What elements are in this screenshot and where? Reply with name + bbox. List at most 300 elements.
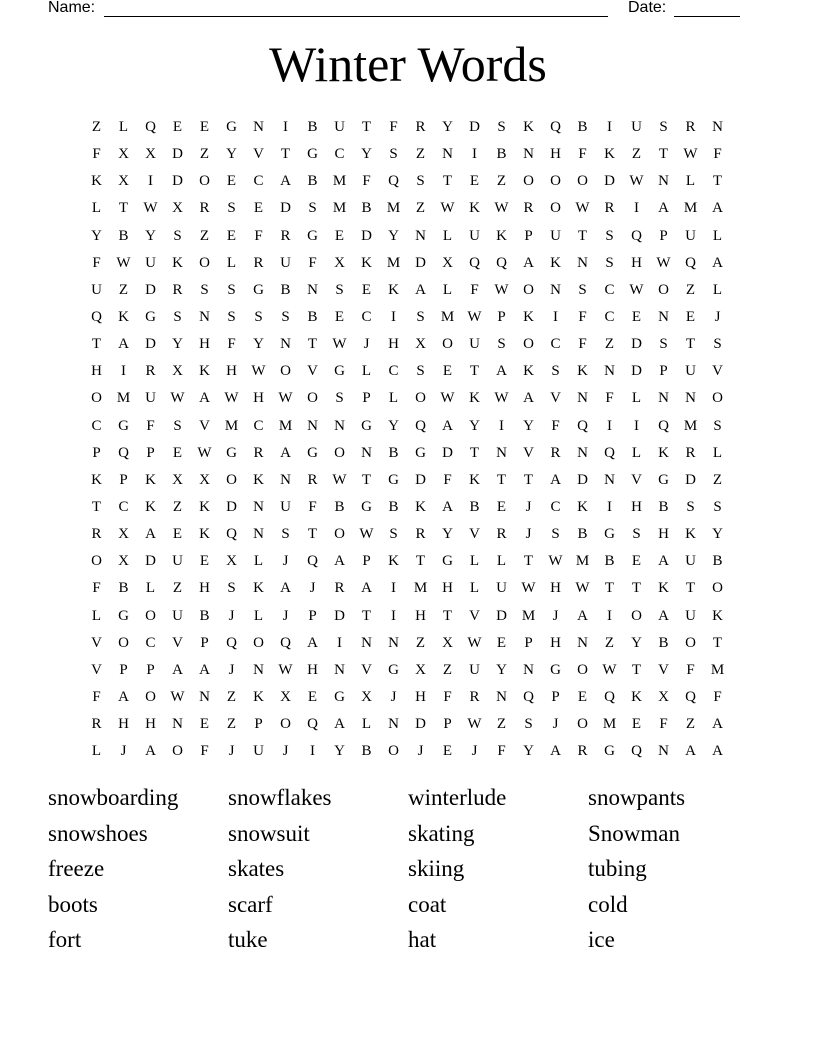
grid-letter[interactable]: R xyxy=(91,716,102,733)
grid-letter[interactable]: A xyxy=(145,526,156,543)
grid-letter[interactable]: A xyxy=(199,390,210,407)
grid-letter[interactable]: X xyxy=(658,689,669,706)
grid-letter[interactable]: K xyxy=(577,363,588,380)
grid-letter[interactable]: P xyxy=(524,227,533,244)
grid-letter[interactable]: Q xyxy=(604,444,615,461)
grid-letter[interactable]: T xyxy=(91,499,102,516)
grid-letter[interactable]: A xyxy=(550,471,561,488)
grid-letter[interactable]: Y xyxy=(334,743,345,760)
grid-letter[interactable]: T xyxy=(307,526,318,543)
grid-letter[interactable]: S xyxy=(551,363,560,380)
grid-letter[interactable]: U xyxy=(685,607,696,624)
grid-letter[interactable]: U xyxy=(496,580,507,597)
grid-letter[interactable]: G xyxy=(415,444,426,461)
grid-letter[interactable]: G xyxy=(118,607,129,624)
grid-letter[interactable]: N xyxy=(280,471,291,488)
grid-letter[interactable]: R xyxy=(577,743,588,760)
grid-letter[interactable]: N xyxy=(523,146,534,163)
grid-letter[interactable]: F xyxy=(389,119,398,136)
grid-letter[interactable]: R xyxy=(253,254,264,271)
grid-letter[interactable]: K xyxy=(199,499,210,516)
grid-letter[interactable]: N xyxy=(577,254,588,271)
grid-letter[interactable]: C xyxy=(334,146,345,163)
grid-letter[interactable]: P xyxy=(146,661,155,678)
grid-letter[interactable]: L xyxy=(361,363,372,380)
grid-letter[interactable]: E xyxy=(334,227,345,244)
grid-letter[interactable]: G xyxy=(442,553,453,570)
grid-letter[interactable]: O xyxy=(577,716,588,733)
grid-letter[interactable]: E xyxy=(577,689,588,706)
grid-letter[interactable]: A xyxy=(523,390,534,407)
grid-letter[interactable]: F xyxy=(605,390,614,407)
grid-letter[interactable]: W xyxy=(440,200,455,217)
grid-letter[interactable]: X xyxy=(118,146,129,163)
grid-letter[interactable]: Y xyxy=(631,634,642,651)
grid-letter[interactable]: U xyxy=(280,254,291,271)
grid-letter[interactable]: O xyxy=(712,390,723,407)
grid-letter[interactable]: Z xyxy=(604,336,615,353)
grid-letter[interactable]: Q xyxy=(226,634,237,651)
grid-letter[interactable]: J xyxy=(714,309,721,326)
grid-letter[interactable]: Z xyxy=(415,200,426,217)
grid-letter[interactable]: Q xyxy=(469,254,480,271)
grid-letter[interactable]: W xyxy=(440,390,455,407)
grid-letter[interactable]: C xyxy=(91,417,102,434)
grid-letter[interactable]: B xyxy=(361,200,372,217)
grid-letter[interactable]: G xyxy=(307,227,318,244)
grid-letter[interactable]: V xyxy=(469,607,480,624)
grid-letter[interactable]: A xyxy=(658,607,669,624)
grid-letter[interactable]: V xyxy=(253,146,264,163)
grid-letter[interactable]: E xyxy=(496,499,507,516)
grid-letter[interactable]: H xyxy=(658,526,669,543)
grid-letter[interactable]: N xyxy=(577,444,588,461)
grid-letter[interactable]: Q xyxy=(145,119,156,136)
grid-letter[interactable]: F xyxy=(713,689,722,706)
grid-letter[interactable]: N xyxy=(280,336,291,353)
grid-letter[interactable]: S xyxy=(335,281,344,298)
grid-letter[interactable]: E xyxy=(226,173,237,190)
grid-letter[interactable]: L xyxy=(91,743,102,760)
grid-letter[interactable]: F xyxy=(497,743,506,760)
grid-letter[interactable]: M xyxy=(683,417,698,434)
grid-letter[interactable]: G xyxy=(253,281,264,298)
grid-letter[interactable]: R xyxy=(172,281,183,298)
grid-letter[interactable]: G xyxy=(226,444,237,461)
grid-letter[interactable]: H xyxy=(253,390,264,407)
grid-letter[interactable]: S xyxy=(524,716,533,733)
grid-letter[interactable]: A xyxy=(145,743,156,760)
grid-letter[interactable]: F xyxy=(551,417,560,434)
grid-letter[interactable]: Q xyxy=(118,444,129,461)
grid-letter[interactable]: W xyxy=(251,363,266,380)
grid-letter[interactable]: S xyxy=(497,119,506,136)
grid-letter[interactable]: M xyxy=(224,417,239,434)
grid-letter[interactable]: T xyxy=(523,553,534,570)
grid-letter[interactable]: C xyxy=(604,309,615,326)
grid-letter[interactable]: N xyxy=(442,146,453,163)
grid-letter[interactable]: Z xyxy=(685,281,696,298)
grid-letter[interactable]: E xyxy=(631,553,642,570)
grid-letter[interactable]: J xyxy=(309,580,316,597)
grid-letter[interactable]: U xyxy=(253,743,264,760)
grid-letter[interactable]: T xyxy=(442,173,453,190)
grid-letter[interactable]: Y xyxy=(388,227,399,244)
grid-letter[interactable]: W xyxy=(359,526,374,543)
grid-letter[interactable]: U xyxy=(469,336,480,353)
grid-letter[interactable]: P xyxy=(551,689,560,706)
grid-letter[interactable]: I xyxy=(607,499,612,516)
grid-letter[interactable]: S xyxy=(335,390,344,407)
grid-letter[interactable]: T xyxy=(496,471,507,488)
grid-letter[interactable]: P xyxy=(362,553,371,570)
grid-letter[interactable]: L xyxy=(253,607,264,624)
grid-letter[interactable]: F xyxy=(92,580,101,597)
grid-letter[interactable]: A xyxy=(496,363,507,380)
grid-letter[interactable]: K xyxy=(145,471,156,488)
grid-letter[interactable]: I xyxy=(391,607,396,624)
grid-letter[interactable]: C xyxy=(550,336,561,353)
grid-letter[interactable]: M xyxy=(278,417,293,434)
grid-letter[interactable]: A xyxy=(118,336,129,353)
grid-letter[interactable]: J xyxy=(417,743,424,760)
grid-letter[interactable]: L xyxy=(118,119,129,136)
grid-letter[interactable]: Z xyxy=(415,634,426,651)
grid-letter[interactable]: L xyxy=(253,553,264,570)
grid-letter[interactable]: Y xyxy=(523,417,534,434)
grid-letter[interactable]: N xyxy=(253,526,264,543)
grid-letter[interactable]: I xyxy=(499,417,504,434)
grid-letter[interactable]: F xyxy=(146,417,155,434)
grid-letter[interactable]: Q xyxy=(550,119,561,136)
grid-letter[interactable]: L xyxy=(712,227,723,244)
grid-letter[interactable]: N xyxy=(604,363,615,380)
grid-letter[interactable]: W xyxy=(575,200,590,217)
grid-letter[interactable]: M xyxy=(440,309,455,326)
grid-letter[interactable]: O xyxy=(388,743,399,760)
grid-letter[interactable]: X xyxy=(172,200,183,217)
grid-letter[interactable]: U xyxy=(280,499,291,516)
grid-letter[interactable]: Y xyxy=(91,227,102,244)
grid-letter[interactable]: R xyxy=(523,200,534,217)
grid-letter[interactable]: R xyxy=(91,526,102,543)
grid-letter[interactable]: O xyxy=(415,390,426,407)
grid-letter[interactable]: C xyxy=(145,634,156,651)
grid-letter[interactable]: K xyxy=(253,580,264,597)
grid-letter[interactable]: T xyxy=(361,607,372,624)
grid-letter[interactable]: R xyxy=(199,200,210,217)
grid-letter[interactable]: H xyxy=(415,607,426,624)
grid-letter[interactable]: H xyxy=(199,580,210,597)
grid-letter[interactable]: J xyxy=(363,336,370,353)
grid-letter[interactable]: M xyxy=(575,553,590,570)
grid-letter[interactable]: A xyxy=(334,716,345,733)
grid-letter[interactable]: Y xyxy=(712,526,723,543)
grid-letter[interactable]: H xyxy=(91,363,102,380)
grid-letter[interactable]: U xyxy=(685,363,696,380)
grid-letter[interactable]: Y xyxy=(253,336,264,353)
grid-letter[interactable]: R xyxy=(415,119,426,136)
grid-letter[interactable]: D xyxy=(172,173,183,190)
grid-letter[interactable]: V xyxy=(712,363,723,380)
grid-letter[interactable]: K xyxy=(388,281,399,298)
grid-letter[interactable]: L xyxy=(496,553,507,570)
grid-letter[interactable]: L xyxy=(712,444,723,461)
grid-letter[interactable]: A xyxy=(361,580,372,597)
grid-letter[interactable]: D xyxy=(604,173,615,190)
grid-letter[interactable]: G xyxy=(307,146,318,163)
grid-letter[interactable]: X xyxy=(442,254,453,271)
grid-letter[interactable]: H xyxy=(226,363,237,380)
grid-letter[interactable]: S xyxy=(659,119,668,136)
grid-letter[interactable]: T xyxy=(523,471,534,488)
grid-letter[interactable]: A xyxy=(307,634,318,651)
grid-letter[interactable]: X xyxy=(118,173,129,190)
grid-letter[interactable]: D xyxy=(145,336,156,353)
grid-letter[interactable]: W xyxy=(467,634,482,651)
grid-letter[interactable]: S xyxy=(227,200,236,217)
grid-letter[interactable]: Z xyxy=(172,580,183,597)
grid-letter[interactable]: W xyxy=(224,390,239,407)
grid-letter[interactable]: P xyxy=(146,444,155,461)
grid-letter[interactable]: O xyxy=(442,336,453,353)
grid-letter[interactable]: N xyxy=(496,689,507,706)
grid-letter[interactable]: W xyxy=(116,254,131,271)
grid-letter[interactable]: T xyxy=(361,119,372,136)
grid-letter[interactable]: L xyxy=(685,173,696,190)
grid-letter[interactable]: L xyxy=(469,553,480,570)
grid-letter[interactable]: V xyxy=(91,661,102,678)
grid-letter[interactable]: V xyxy=(631,471,642,488)
grid-letter[interactable]: R xyxy=(415,526,426,543)
grid-letter[interactable]: G xyxy=(361,417,372,434)
grid-letter[interactable]: I xyxy=(148,173,153,190)
grid-letter[interactable]: Q xyxy=(307,716,318,733)
grid-letter[interactable]: N xyxy=(658,173,669,190)
grid-letter[interactable]: B xyxy=(388,444,399,461)
grid-letter[interactable]: F xyxy=(578,146,587,163)
grid-letter[interactable]: R xyxy=(307,471,318,488)
grid-letter[interactable]: O xyxy=(523,173,534,190)
grid-letter[interactable]: V xyxy=(658,661,669,678)
grid-letter[interactable]: O xyxy=(685,634,696,651)
grid-letter[interactable]: U xyxy=(550,227,561,244)
grid-letter[interactable]: O xyxy=(91,390,102,407)
grid-letter[interactable]: S xyxy=(389,526,398,543)
grid-letter[interactable]: N xyxy=(685,390,696,407)
grid-letter[interactable]: O xyxy=(226,471,237,488)
grid-letter[interactable]: O xyxy=(523,336,534,353)
grid-letter[interactable]: P xyxy=(497,309,506,326)
grid-letter[interactable]: E xyxy=(631,716,642,733)
grid-letter[interactable]: B xyxy=(280,281,291,298)
grid-letter[interactable]: D xyxy=(415,471,426,488)
grid-letter[interactable]: Y xyxy=(145,227,156,244)
grid-letter[interactable]: F xyxy=(578,309,587,326)
grid-letter[interactable]: T xyxy=(91,336,102,353)
grid-letter[interactable]: H xyxy=(199,336,210,353)
grid-letter[interactable]: B xyxy=(388,499,399,516)
grid-letter[interactable]: K xyxy=(199,526,210,543)
grid-letter[interactable]: K xyxy=(523,309,534,326)
grid-letter[interactable]: L xyxy=(388,390,399,407)
grid-letter[interactable]: H xyxy=(550,146,561,163)
grid-letter[interactable]: C xyxy=(253,417,264,434)
grid-letter[interactable]: D xyxy=(496,607,507,624)
grid-letter[interactable]: G xyxy=(658,471,669,488)
grid-letter[interactable]: Z xyxy=(199,227,210,244)
grid-letter[interactable]: K xyxy=(631,689,642,706)
grid-letter[interactable]: E xyxy=(469,173,480,190)
grid-letter[interactable]: D xyxy=(685,471,696,488)
grid-letter[interactable]: I xyxy=(553,309,558,326)
grid-letter[interactable]: O xyxy=(145,689,156,706)
grid-letter[interactable]: C xyxy=(388,363,399,380)
grid-letter[interactable]: N xyxy=(253,499,264,516)
grid-letter[interactable]: N xyxy=(415,227,426,244)
grid-letter[interactable]: E xyxy=(199,553,210,570)
grid-letter[interactable]: G xyxy=(604,743,615,760)
grid-letter[interactable]: E xyxy=(226,227,237,244)
grid-letter[interactable]: Q xyxy=(631,743,642,760)
grid-letter[interactable]: W xyxy=(548,553,563,570)
grid-letter[interactable]: G xyxy=(550,661,561,678)
grid-letter[interactable]: G xyxy=(145,309,156,326)
grid-letter[interactable]: K xyxy=(415,499,426,516)
grid-letter[interactable]: B xyxy=(199,607,210,624)
grid-letter[interactable]: N xyxy=(523,661,534,678)
grid-letter[interactable]: T xyxy=(118,200,129,217)
grid-letter[interactable]: C xyxy=(604,281,615,298)
grid-letter[interactable]: X xyxy=(415,336,426,353)
grid-letter[interactable]: F xyxy=(686,661,695,678)
grid-letter[interactable]: R xyxy=(145,363,156,380)
grid-letter[interactable]: P xyxy=(308,607,317,624)
grid-letter[interactable]: L xyxy=(91,200,102,217)
grid-letter[interactable]: U xyxy=(145,390,156,407)
grid-letter[interactable]: H xyxy=(388,336,399,353)
grid-letter[interactable]: A xyxy=(550,743,561,760)
grid-letter[interactable]: T xyxy=(469,363,480,380)
grid-letter[interactable]: E xyxy=(334,309,345,326)
grid-letter[interactable]: T xyxy=(604,580,615,597)
grid-letter[interactable]: K xyxy=(199,363,210,380)
grid-letter[interactable]: B xyxy=(577,526,588,543)
grid-letter[interactable]: T xyxy=(658,146,669,163)
grid-letter[interactable]: J xyxy=(228,661,235,678)
grid-letter[interactable]: X xyxy=(145,146,156,163)
grid-letter[interactable]: K xyxy=(712,607,723,624)
grid-letter[interactable]: V xyxy=(523,444,534,461)
grid-letter[interactable]: E xyxy=(172,526,183,543)
grid-letter[interactable]: Z xyxy=(712,471,723,488)
grid-letter[interactable]: T xyxy=(307,336,318,353)
grid-letter[interactable]: M xyxy=(413,580,428,597)
grid-letter[interactable]: P xyxy=(362,390,371,407)
grid-letter[interactable]: T xyxy=(685,336,696,353)
grid-letter[interactable]: S xyxy=(605,227,614,244)
grid-letter[interactable]: Y xyxy=(172,336,183,353)
grid-letter[interactable]: W xyxy=(575,580,590,597)
grid-letter[interactable]: R xyxy=(334,580,345,597)
grid-letter[interactable]: T xyxy=(712,634,723,651)
grid-letter[interactable]: N xyxy=(550,281,561,298)
grid-letter[interactable]: N xyxy=(577,390,588,407)
grid-letter[interactable]: S xyxy=(713,499,722,516)
grid-letter[interactable]: B xyxy=(469,499,480,516)
grid-letter[interactable]: N xyxy=(604,471,615,488)
grid-letter[interactable]: S xyxy=(227,580,236,597)
grid-letter[interactable]: U xyxy=(469,227,480,244)
grid-letter[interactable]: S xyxy=(281,526,290,543)
grid-letter[interactable]: X xyxy=(334,254,345,271)
grid-letter[interactable]: K xyxy=(118,309,129,326)
grid-letter[interactable]: X xyxy=(199,471,210,488)
grid-letter[interactable]: Q xyxy=(226,526,237,543)
grid-letter[interactable]: Q xyxy=(91,309,102,326)
grid-letter[interactable]: O xyxy=(523,281,534,298)
grid-letter[interactable]: P xyxy=(524,634,533,651)
grid-letter[interactable]: G xyxy=(334,689,345,706)
grid-letter[interactable]: L xyxy=(469,580,480,597)
grid-letter[interactable]: B xyxy=(307,119,318,136)
grid-letter[interactable]: E xyxy=(361,281,372,298)
grid-letter[interactable]: Q xyxy=(280,634,291,651)
grid-letter[interactable]: S xyxy=(227,309,236,326)
grid-letter[interactable]: M xyxy=(386,200,401,217)
grid-letter[interactable]: S xyxy=(713,417,722,434)
grid-letter[interactable]: I xyxy=(310,743,315,760)
grid-letter[interactable]: O xyxy=(334,526,345,543)
grid-letter[interactable]: K xyxy=(658,580,669,597)
grid-letter[interactable]: U xyxy=(469,661,480,678)
grid-letter[interactable]: H xyxy=(550,634,561,651)
grid-letter[interactable]: K xyxy=(496,227,507,244)
grid-letter[interactable]: E xyxy=(172,119,183,136)
grid-letter[interactable]: I xyxy=(337,634,342,651)
grid-letter[interactable]: A xyxy=(280,173,291,190)
grid-letter[interactable]: F xyxy=(659,716,668,733)
grid-letter[interactable]: U xyxy=(145,254,156,271)
grid-letter[interactable]: S xyxy=(173,227,182,244)
grid-letter[interactable]: I xyxy=(607,417,612,434)
grid-letter[interactable]: G xyxy=(604,526,615,543)
grid-letter[interactable]: W xyxy=(170,689,185,706)
grid-letter[interactable]: E xyxy=(685,309,696,326)
grid-letter[interactable]: N xyxy=(307,417,318,434)
grid-letter[interactable]: W xyxy=(521,580,536,597)
grid-letter[interactable]: K xyxy=(91,471,102,488)
grid-letter[interactable]: V xyxy=(91,634,102,651)
grid-letter[interactable]: V xyxy=(550,390,561,407)
grid-letter[interactable]: H xyxy=(415,689,426,706)
grid-letter[interactable]: Q xyxy=(604,689,615,706)
grid-letter[interactable]: S xyxy=(578,281,587,298)
grid-letter[interactable]: Z xyxy=(496,173,507,190)
grid-letter[interactable]: E xyxy=(496,634,507,651)
grid-letter[interactable]: V xyxy=(361,661,372,678)
grid-letter[interactable]: W xyxy=(170,390,185,407)
grid-letter[interactable]: I xyxy=(391,580,396,597)
grid-letter[interactable]: Z xyxy=(442,661,453,678)
grid-letter[interactable]: J xyxy=(282,607,289,624)
grid-letter[interactable]: J xyxy=(552,607,559,624)
grid-letter[interactable]: C xyxy=(118,499,129,516)
grid-letter[interactable]: A xyxy=(118,689,129,706)
grid-letter[interactable]: F xyxy=(92,689,101,706)
grid-letter[interactable]: U xyxy=(685,227,696,244)
grid-letter[interactable]: P xyxy=(119,471,128,488)
